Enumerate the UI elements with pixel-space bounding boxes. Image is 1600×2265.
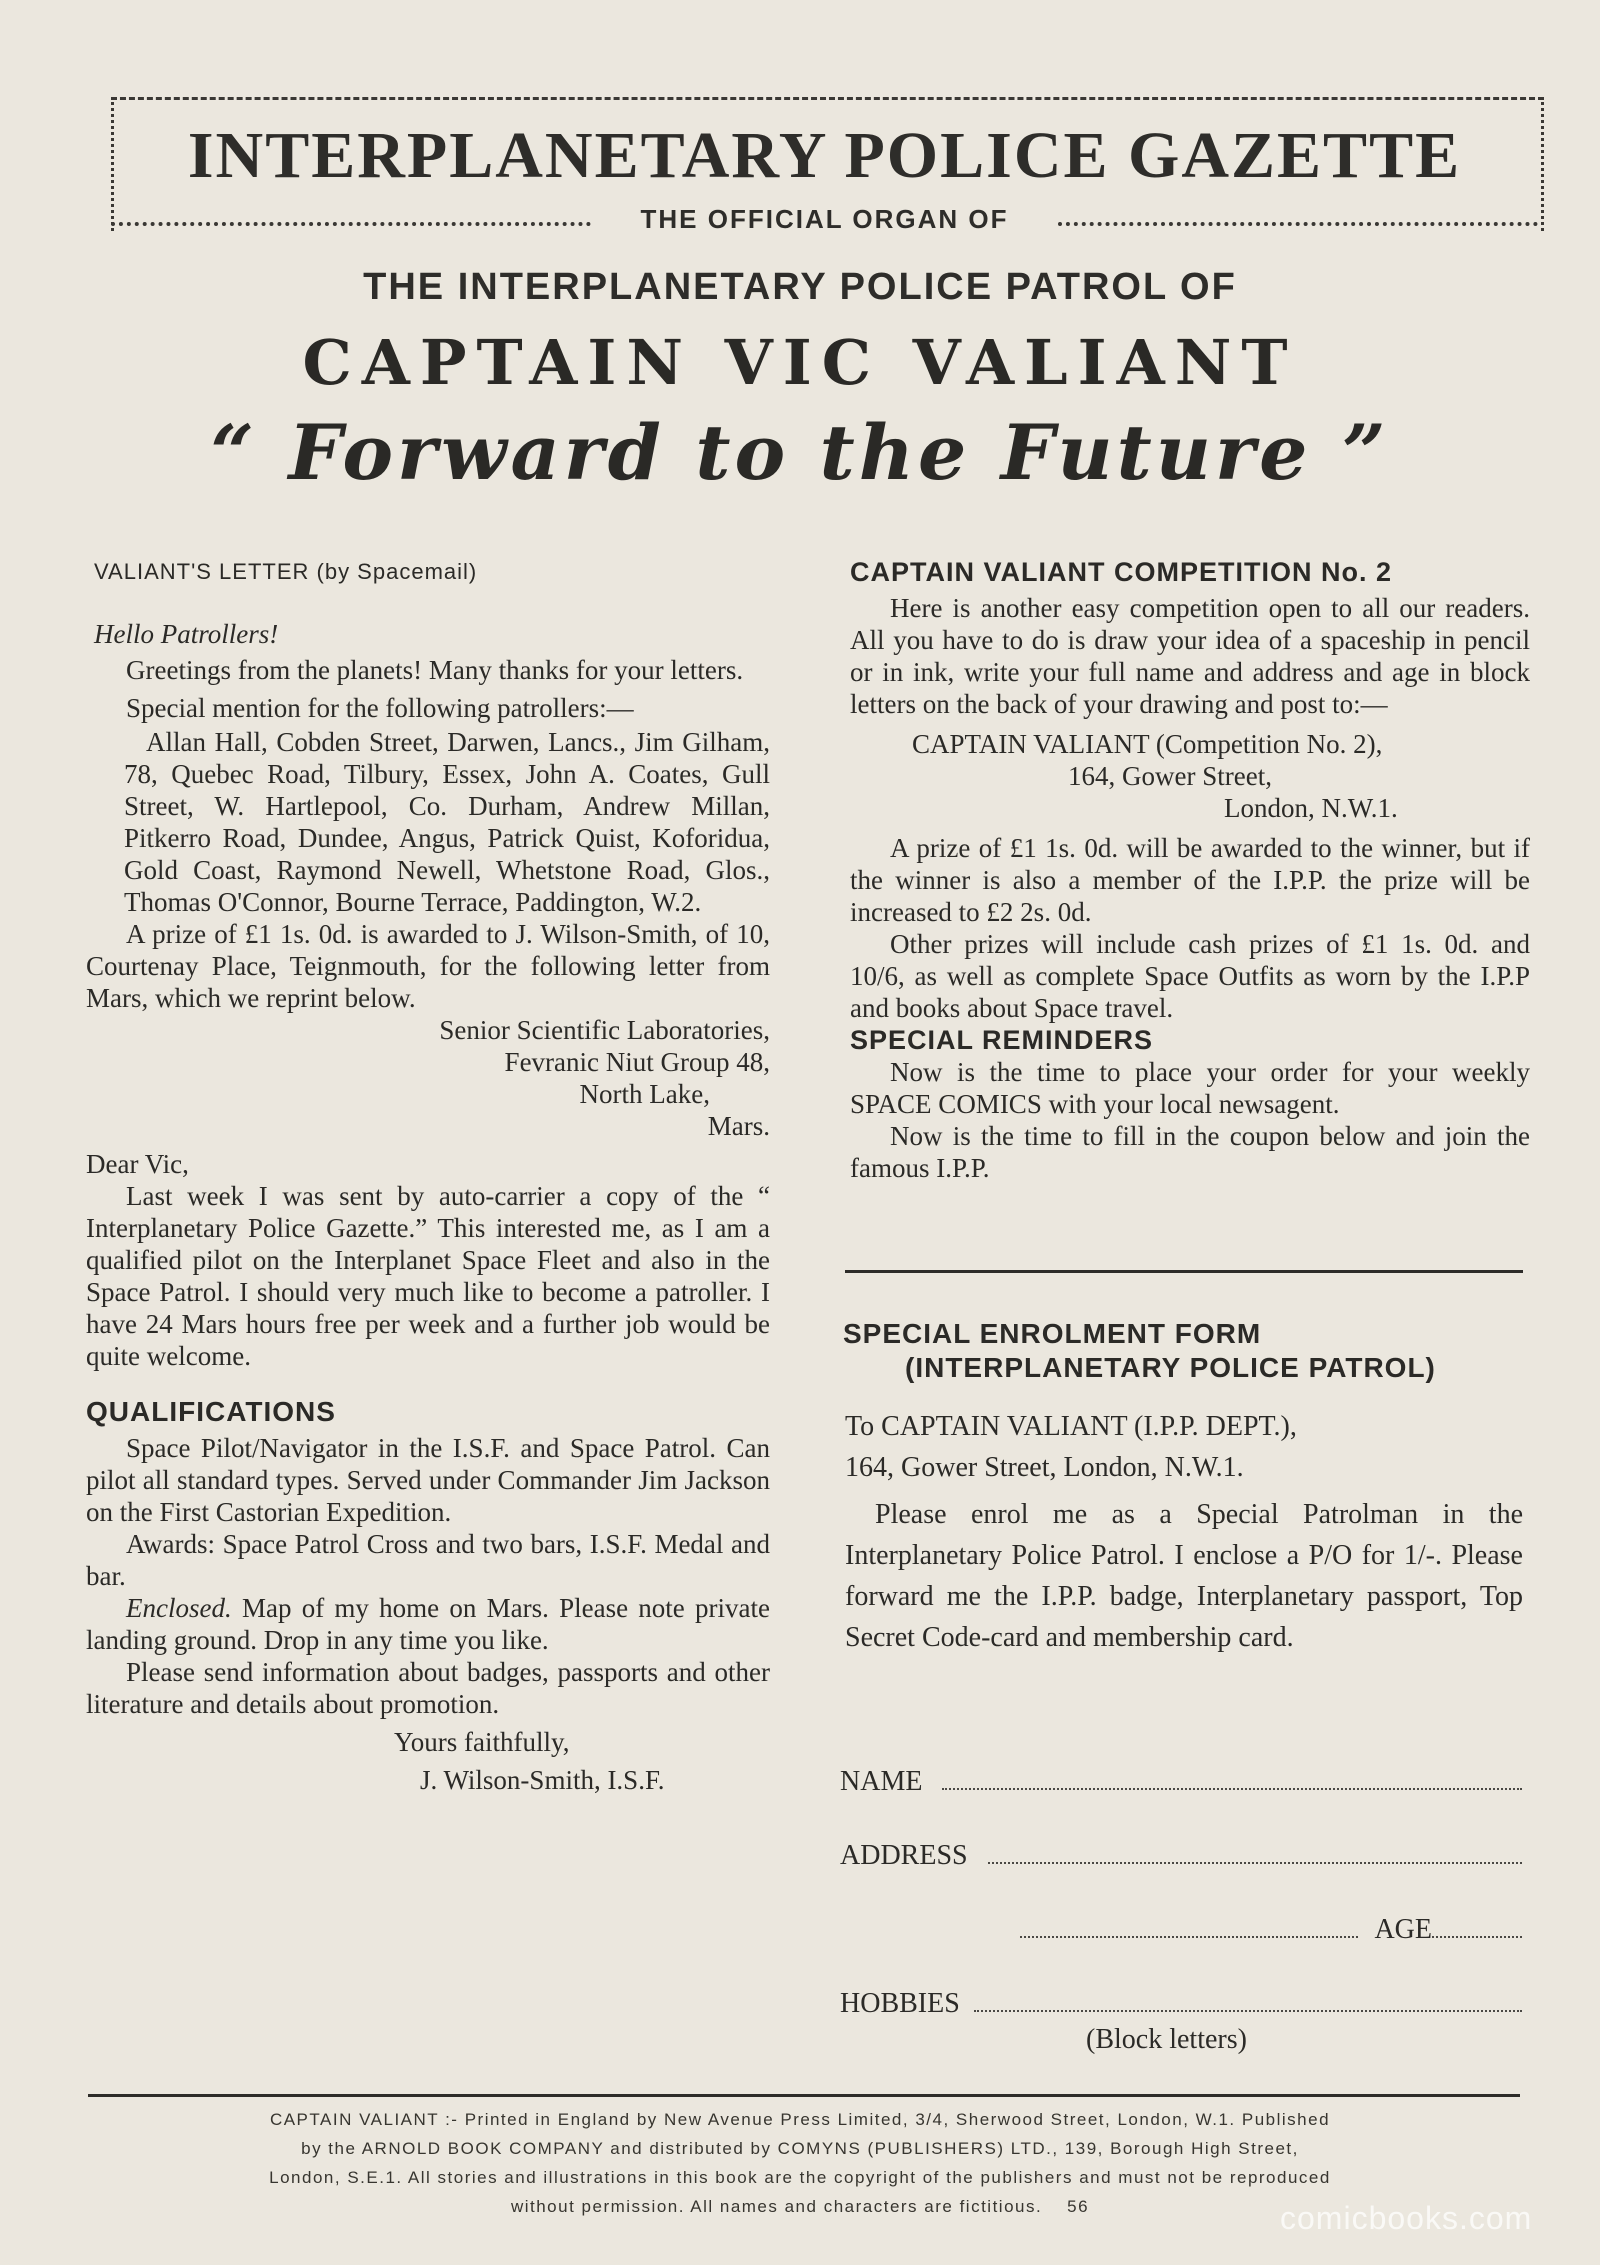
form-recipient: To CAPTAIN VALIANT (I.P.P. DEPT.), [845, 1411, 1297, 1442]
left-column [86, 556, 770, 1796]
letter-heading: VALIANT'S LETTER (by Spacemail) [94, 559, 478, 584]
headline-line1: THE INTERPLANETARY POLICE PATROL OF [363, 266, 1237, 308]
age-label: AGE [1374, 1914, 1432, 1945]
qualifications-text: Space Pilot/Navigator in the I.S.F. and Space Patrol. Can pilot all standard types. Served under Commander Jim Jackson on the First Castorian Expedition. [86, 1433, 770, 1527]
closing: Yours faithfully, [394, 1727, 570, 1757]
masthead-title: INTERPLANETARY POLICE GAZETTE [187, 119, 1462, 192]
mention-intro: Special mention for the following patrollers:— [126, 693, 634, 723]
right-column [850, 556, 1530, 1184]
prize-award: A prize of £1 1s. 0d. is awarded to J. Wilson-Smith, of 10, Courtenay Place, Teignmouth, for the following letter from Mars, which we reprint below. [86, 919, 770, 1013]
address-line: Senior Scientific Laboratories, [439, 1015, 770, 1045]
greeting: Hello Patrollers! [94, 619, 279, 649]
mars-address [86, 1014, 770, 1142]
enrolment-form [843, 1318, 1523, 1658]
address-line: 164, Gower Street, [1068, 761, 1272, 791]
address-line-2[interactable] [1020, 1936, 1358, 1938]
address-line: North Lake, [579, 1079, 710, 1109]
form-body: Please enrol me as a Special Patrolman in the Interplanetary Police Patrol. I enclose a P/O for 1/-. Please forward me the I.P.P. badge, Interplanetary passport, Top Secret Code-card and membership card. [845, 1499, 1523, 1653]
form-heading: SPECIAL ENROLMENT FORM [843, 1318, 1262, 1349]
footer-rule [88, 2094, 1520, 2097]
salutation: Dear Vic, [86, 1149, 189, 1179]
reminders-heading: SPECIAL REMINDERS [850, 1025, 1154, 1055]
enclosed-label: Enclosed. [126, 1593, 232, 1623]
block-letters-note: (Block letters) [1086, 2024, 1247, 2055]
page-number: 56 [1067, 2197, 1090, 2216]
request-text: Please send information about badges, passports and other literature and details about promotion. [86, 1657, 770, 1719]
letter-intro: Greetings from the planets! Many thanks for your letters. [126, 655, 744, 685]
section-divider [845, 1270, 1523, 1273]
competition-text: Here is another easy competition open to all our readers. All you have to do is draw your idea of a spaceship in pencil or in ink, write your full name and address and age in block letters on the back of your drawing and post to:— [850, 593, 1530, 719]
address-label: ADDRESS [840, 1840, 968, 1871]
awards-text: Awards: Space Patrol Cross and two bars, I.S.F. Medal and bar. [86, 1529, 770, 1591]
address-line: CAPTAIN VALIANT (Competition No. 2), [912, 729, 1383, 759]
name-line[interactable] [942, 1788, 1522, 1790]
address-line: London, N.W.1. [1224, 793, 1398, 823]
address-line-1[interactable] [988, 1862, 1522, 1864]
competition-address [850, 728, 1530, 824]
address-line: Fevranic Niut Group 48, [504, 1047, 770, 1077]
hobbies-label: HOBBIES [840, 1988, 960, 2019]
imprint-line: CAPTAIN VALIANT :- Printed in England by New Avenue Press Limited, 3/4, Sherwood Street, London, W.1. Published [269, 2110, 1331, 2129]
letter-body: Last week I was sent by auto-carrier a copy of the “ Interplanetary Police Gazette.” This interested me, as I am a qualified pilot on the Interplanet Space Fleet and also in the Space Patrol. I should very much like to become a patroller. I have 24 Mars hours free per week and a further job would be quite welcome. [86, 1181, 770, 1371]
enclosed-body: Map of my home on Mars. Please note private landing ground. Drop in any time you like. [86, 1593, 770, 1655]
other-prizes-text: Other prizes will include cash prizes of £1 1s. 0d. and 10/6, as well as complete Space Outfits as worn by the I.P.P and books about Space travel. [850, 929, 1530, 1023]
watermark: comicbooks.com [1280, 2200, 1533, 2236]
headline-line2: CAPTAIN VIC VALIANT [302, 326, 1298, 399]
form-recipient-address: 164, Gower Street, London, N.W.1. [845, 1452, 1244, 1483]
reminder-coupon: Now is the time to fill in the coupon below and join the famous I.P.P. [850, 1121, 1530, 1183]
form-subheading: (INTERPLANETARY POLICE PATROL) [905, 1352, 1436, 1383]
signature: J. Wilson-Smith, I.S.F. [420, 1765, 665, 1795]
imprint-last-line: without permission. All names and characters are fictitious. [510, 2197, 1043, 2216]
hobbies-line[interactable] [974, 2010, 1522, 2012]
address-field[interactable] [840, 1832, 1522, 1872]
competition-heading: CAPTAIN VALIANT COMPETITION No. 2 [850, 557, 1392, 587]
imprint-line: by the ARNOLD BOOK COMPANY and distributed by COMYNS (PUBLISHERS) LTD., 139, Borough High Street, [301, 2139, 1299, 2158]
address-age-field[interactable] [1020, 1906, 1522, 1946]
imprint-line: London, S.E.1. All stories and illustrations in this book are the copyright of the publishers and must not be reproduced [269, 2168, 1331, 2187]
prize-text: A prize of £1 1s. 0d. will be awarded to the winner, but if the winner is also a member of the I.P.P. the prize will be increased to £2 2s. 0d. [850, 833, 1530, 927]
masthead-subtitle: THE OFFICIAL ORGAN OF [640, 204, 1009, 234]
address-line: Mars. [707, 1111, 770, 1141]
headline-slogan: “ Forward to the Future ” [210, 408, 1390, 497]
reminder-order: Now is the time to place your order for your weekly SPACE COMICS with your local newsagent. [850, 1057, 1530, 1119]
enclosed-text [86, 1592, 770, 1656]
patroller-names: Allan Hall, Cobden Street, Darwen, Lancs., Jim Gilham, 78, Quebec Road, Tilbury, Essex, John A. Coates, Gull Street, W. Hartlepool, Co. Durham, Andrew Millan, Pitkerro Road, Dundee, Angus, Patrick Quist, Koforidua, Gold Coast, Raymond Newell, Whetstone Road, Glos., Thomas O'Connor, Bourne Terrace, Paddington, W.2. [124, 727, 770, 917]
qualifications-heading: QUALIFICATIONS [86, 1396, 336, 1427]
name-label: NAME [840, 1766, 923, 1797]
name-field[interactable] [840, 1758, 1522, 1798]
hobbies-field[interactable] [840, 1980, 1522, 2020]
age-line[interactable] [1432, 1936, 1522, 1938]
